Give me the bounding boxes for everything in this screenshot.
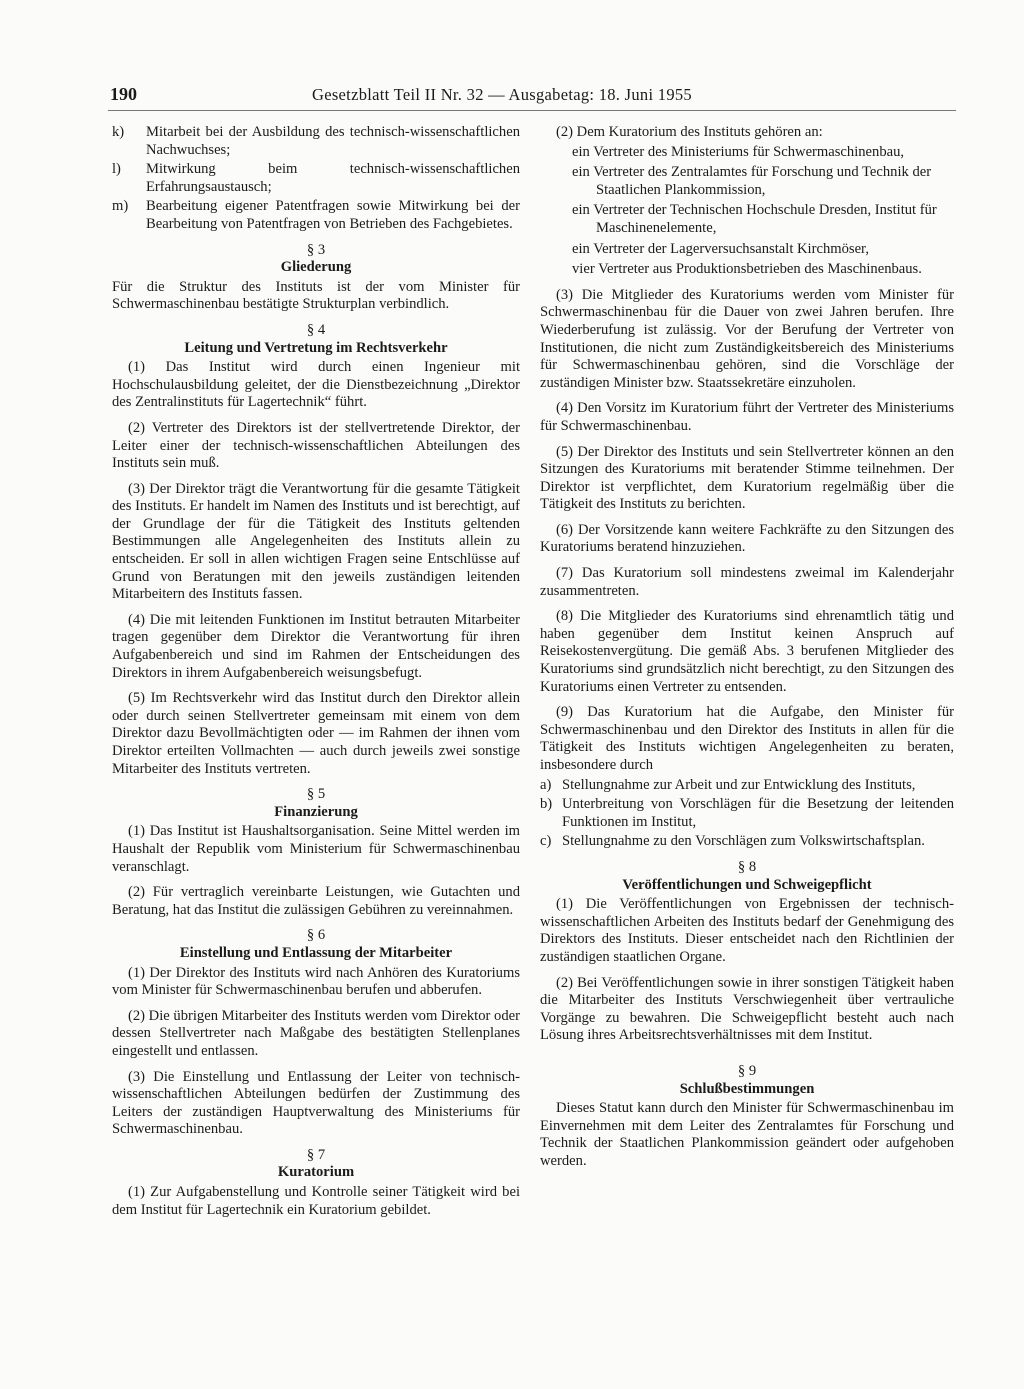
section-5-title: Finanzierung [274,803,358,820]
section-3-text: Für die Struktur des Instituts ist der vom Minister für Schwermaschinenbau bestätigte Strukturplan verbindlich. [112,278,520,313]
section-4-paragraph-1: (1) Das Institut wird durch einen Ingenieur mit Hochschulausbildung geleitet, der die Dienstbezeichnung „Direktor des Zentralinstituts für Lagertechnik“ führt. [112,359,520,411]
member-item: ein Vertreter des Ministeriums für Schwermaschinenbau, [572,143,905,160]
section-4-paragraph-5: (5) Im Rechtsverkehr wird das Institut durch den Direktor allein oder durch seinen Stellvertreter gemeinsam mit einem von dem Direktor dazu Bevollmächtigten oder — im Rahmen der ihnen vom Direktor erteilten Vollmachten — auch durch jeweils zwei sonstige Mitarbeiter des Instituts vertreten. [112,690,520,777]
section-7-paragraph-3: (3) Die Mitglieder des Kuratoriums werden vom Minister für Schwermaschinenbau für die Dauer von zwei Jahren berufen. Ihre Wiederberufung ist zulässig. Vor der Berufung der Vertreter von Institutionen, die nicht zum Zuständigkeitsbereich des Ministeriums für Schwermaschinenbau gehören, sind die Vorschläge der zuständigen Minister bzw. Staatssekretäre einzuholen. [540,286,954,391]
left-column [112,124,520,1227]
section-7-paragraph-8: (8) Die Mitglieder des Kuratoriums sind ehrenamtlich tätig und haben gegenüber dem Institut keinen Anspruch auf Reisekostenvergütung. Die gemäß Abs. 3 berufenen Mitglieder des Kuratoriums sind grundsätzlich nicht berechtigt, zu den Sitzungen des Kuratoriums einen Vertreter zu entsenden. [540,608,954,695]
task-item-text: Stellungnahme zur Arbeit und zur Entwicklung des Instituts, [562,776,916,793]
list-item-label: m) [112,198,129,215]
section-7-members-intro: (2) Dem Kuratorium des Instituts gehören an: [556,124,823,140]
task-item-label: b) [540,796,553,813]
section-4-paragraph-3: (3) Der Direktor trägt die Verantwortung für die gesamte Tätigkeit des Instituts. Er handelt im Namen des Instituts und ist berechtigt, auf der Grundlage der für die Tätigkeit des Instituts geltenden Bestimmungen alle Angelegenheiten des Instituts allein zu entscheiden. Er soll in allen wichtigen Fragen seine Entschlüsse auf Grund von Beratungen mit den jeweils zuständigen leitenden Mitarbeitern des Instituts fassen. [112,480,520,603]
section-5-paragraph-2: (2) Für vertraglich vereinbarte Leistungen, wie Gutachten und Beratung, hat das Institut die zulässigen Gebühren zu vereinnahmen. [112,884,520,918]
page-number: 190 [110,84,137,104]
section-7-paragraph-6: (6) Der Vorsitzende kann weitere Fachkräfte zu den Sitzungen des Kuratoriums beratend hinzuziehen. [540,521,954,556]
section-8-paragraph-1: (1) Die Veröffentlichungen von Ergebnissen der technisch-wissenschaftlichen Arbeiten des Instituts bedarf der Genehmigung des Direktors des Instituts. Dieser entscheidet nach den Richtlinien der zuständigen staatlichen Organe. [540,896,954,965]
section-7-paragraph-4: (4) Den Vorsitz im Kuratorium führt der Vertreter des Ministeriums für Schwermaschinenbau. [540,400,954,434]
section-4-paragraph-4: (4) Die mit leitenden Funktionen im Institut betrauten Mitarbeiter tragen gegenüber dem Direktor die Verantwortung für ihren Aufgabenbereich und sind im Rahmen der Entscheidungen des Direktors in ihrem Aufgabenbereich weisungsbefugt. [112,611,520,681]
section-7-paragraph-7: (7) Das Kuratorium soll mindestens zweimal im Kalenderjahr zusammentreten. [540,565,954,599]
section-3-number: § 3 [306,241,326,258]
list-item-text: Mitwirkung beim technisch-wissenschaftlichen Erfahrungsaustausch; [146,161,520,195]
task-item-text: Stellungnahme zu den Vorschlägen zum Volkswirtschaftsplan. [562,833,925,850]
section-6-paragraph-3: (3) Die Einstellung und Entlassung der Leiter von technisch-wissenschaftlichen Abteilungen bedürfen der Zustimmung des Leiters der zuständigen Hauptverwaltung des Ministeriums für Schwermaschinenbau. [112,1068,520,1138]
task-item-text: Unterbreitung von Vorschlägen für die Besetzung der leitenden Funktionen im Institut, [562,796,954,830]
section-8-number: § 8 [737,858,757,875]
task-item-label: a) [540,776,552,793]
section-4-title: Leitung und Vertretung im Rechtsverkehr [184,339,448,356]
member-item: ein Vertreter der Technischen Hochschule Dresden, Institut für Maschinenelemente, [572,202,937,236]
member-item: ein Vertreter der Lagerversuchsanstalt Kirchmöser, [572,240,869,257]
page-header [108,84,956,111]
section-4-paragraph-2: (2) Vertreter des Direktors ist der stellvertretende Direktor, der Leiter einer der technisch-wissenschaftlichen Abteilungen des Instituts sein muß. [112,419,520,472]
list-item-l [112,161,520,196]
section-9-title: Schlußbestimmungen [679,1080,815,1097]
task-item-a [540,777,954,795]
section-9-number: § 9 [737,1062,757,1079]
section-6-number: § 6 [306,927,326,944]
section-8-title: Veröffentlichungen und Schweigepflicht [622,876,872,893]
section-6-paragraph-1: (1) Der Direktor des Instituts wird nach Anhören des Kuratoriums vom Minister für Schwermaschinenbau berufen und abberufen. [112,964,520,999]
list-item-text: Bearbeitung eigener Patentfragen sowie Mitwirkung bei der Bearbeitung von Patentfragen von Betrieben des Fachgebietes. [146,198,520,232]
section-7-title: Kuratorium [277,1164,355,1181]
member-item: ein Vertreter des Zentralamtes für Forschung und Technik der Staatlichen Plankommission, [572,164,932,198]
section-6-title: Einstellung und Entlassung der Mitarbeiter [179,944,453,961]
section-5-paragraph-1: (1) Das Institut ist Haushaltsorganisation. Seine Mittel werden im Haushalt der Republik vom Ministerium für Schwermaschinenbau veranschlagt. [112,823,520,875]
header-title: Gesetzblatt Teil II Nr. 32 — Ausgabetag: 18. Juni 1955 [312,85,692,104]
section-4-number: § 4 [306,321,326,338]
section-7-paragraph-9: (9) Das Kuratorium hat die Aufgabe, den Minister für Schwermaschinenbau und den Direktor des Instituts in allen für die Tätigkeit des Instituts wichtigen Angelegenheiten zu beraten, insbesondere durch [540,704,954,773]
member-item: vier Vertreter aus Produktionsbetrieben des Maschinenbaus. [572,261,922,278]
section-5-number: § 5 [306,786,326,803]
task-item-b [540,796,954,831]
list-item-m [112,198,520,233]
list-item-label: k) [112,124,125,140]
section-6-paragraph-2: (2) Die übrigen Mitarbeiter des Instituts werden vom Direktor oder dessen Stellvertreter nach Maßgabe des bestätigten Stellenplanes eingestellt und entlassen. [112,1007,520,1059]
section-7-paragraph-5: (5) Der Direktor des Instituts und sein Stellvertreter können an den Sitzungen des Kuratoriums mit beratender Stimme teilnehmen. Der Direktor ist verpflichtet, dem Kuratorium regelmäßig über die Tätigkeit des Instituts zu berichten. [540,443,954,513]
list-item-text: Mitarbeit bei der Ausbildung des technisch-wissenschaftlichen Nachwuchses; [146,124,520,158]
list-item-label: l) [112,161,121,178]
task-item-label: c) [540,833,552,850]
right-column [540,124,954,1178]
section-3-title: Gliederung [280,259,352,276]
task-item-c [540,833,954,851]
section-9-text: Dieses Statut kann durch den Minister für Schwermaschinenbau im Einvernehmen mit dem Leiter des Zentralamtes für Forschung und Technik der Staatlichen Plankommission geändert oder aufgehoben werden. [540,1100,954,1169]
section-7-paragraph-1: (1) Zur Aufgabenstellung und Kontrolle seiner Tätigkeit wird bei dem Institut für Lagertechnik ein Kuratorium gebildet. [112,1184,520,1218]
section-8-paragraph-2: (2) Bei Veröffentlichungen sowie in ihrer sonstigen Tätigkeit haben die Mitarbeiter des Instituts Verschwiegenheit über vertrauliche Vorgänge zu bewahren. Die Schweigepflicht besteht auch nach Lösung ihres Arbeitsrechtsverhältnisses mit dem Institut. [540,974,954,1044]
section-7-number: § 7 [306,1146,326,1163]
list-item-k [112,124,520,159]
